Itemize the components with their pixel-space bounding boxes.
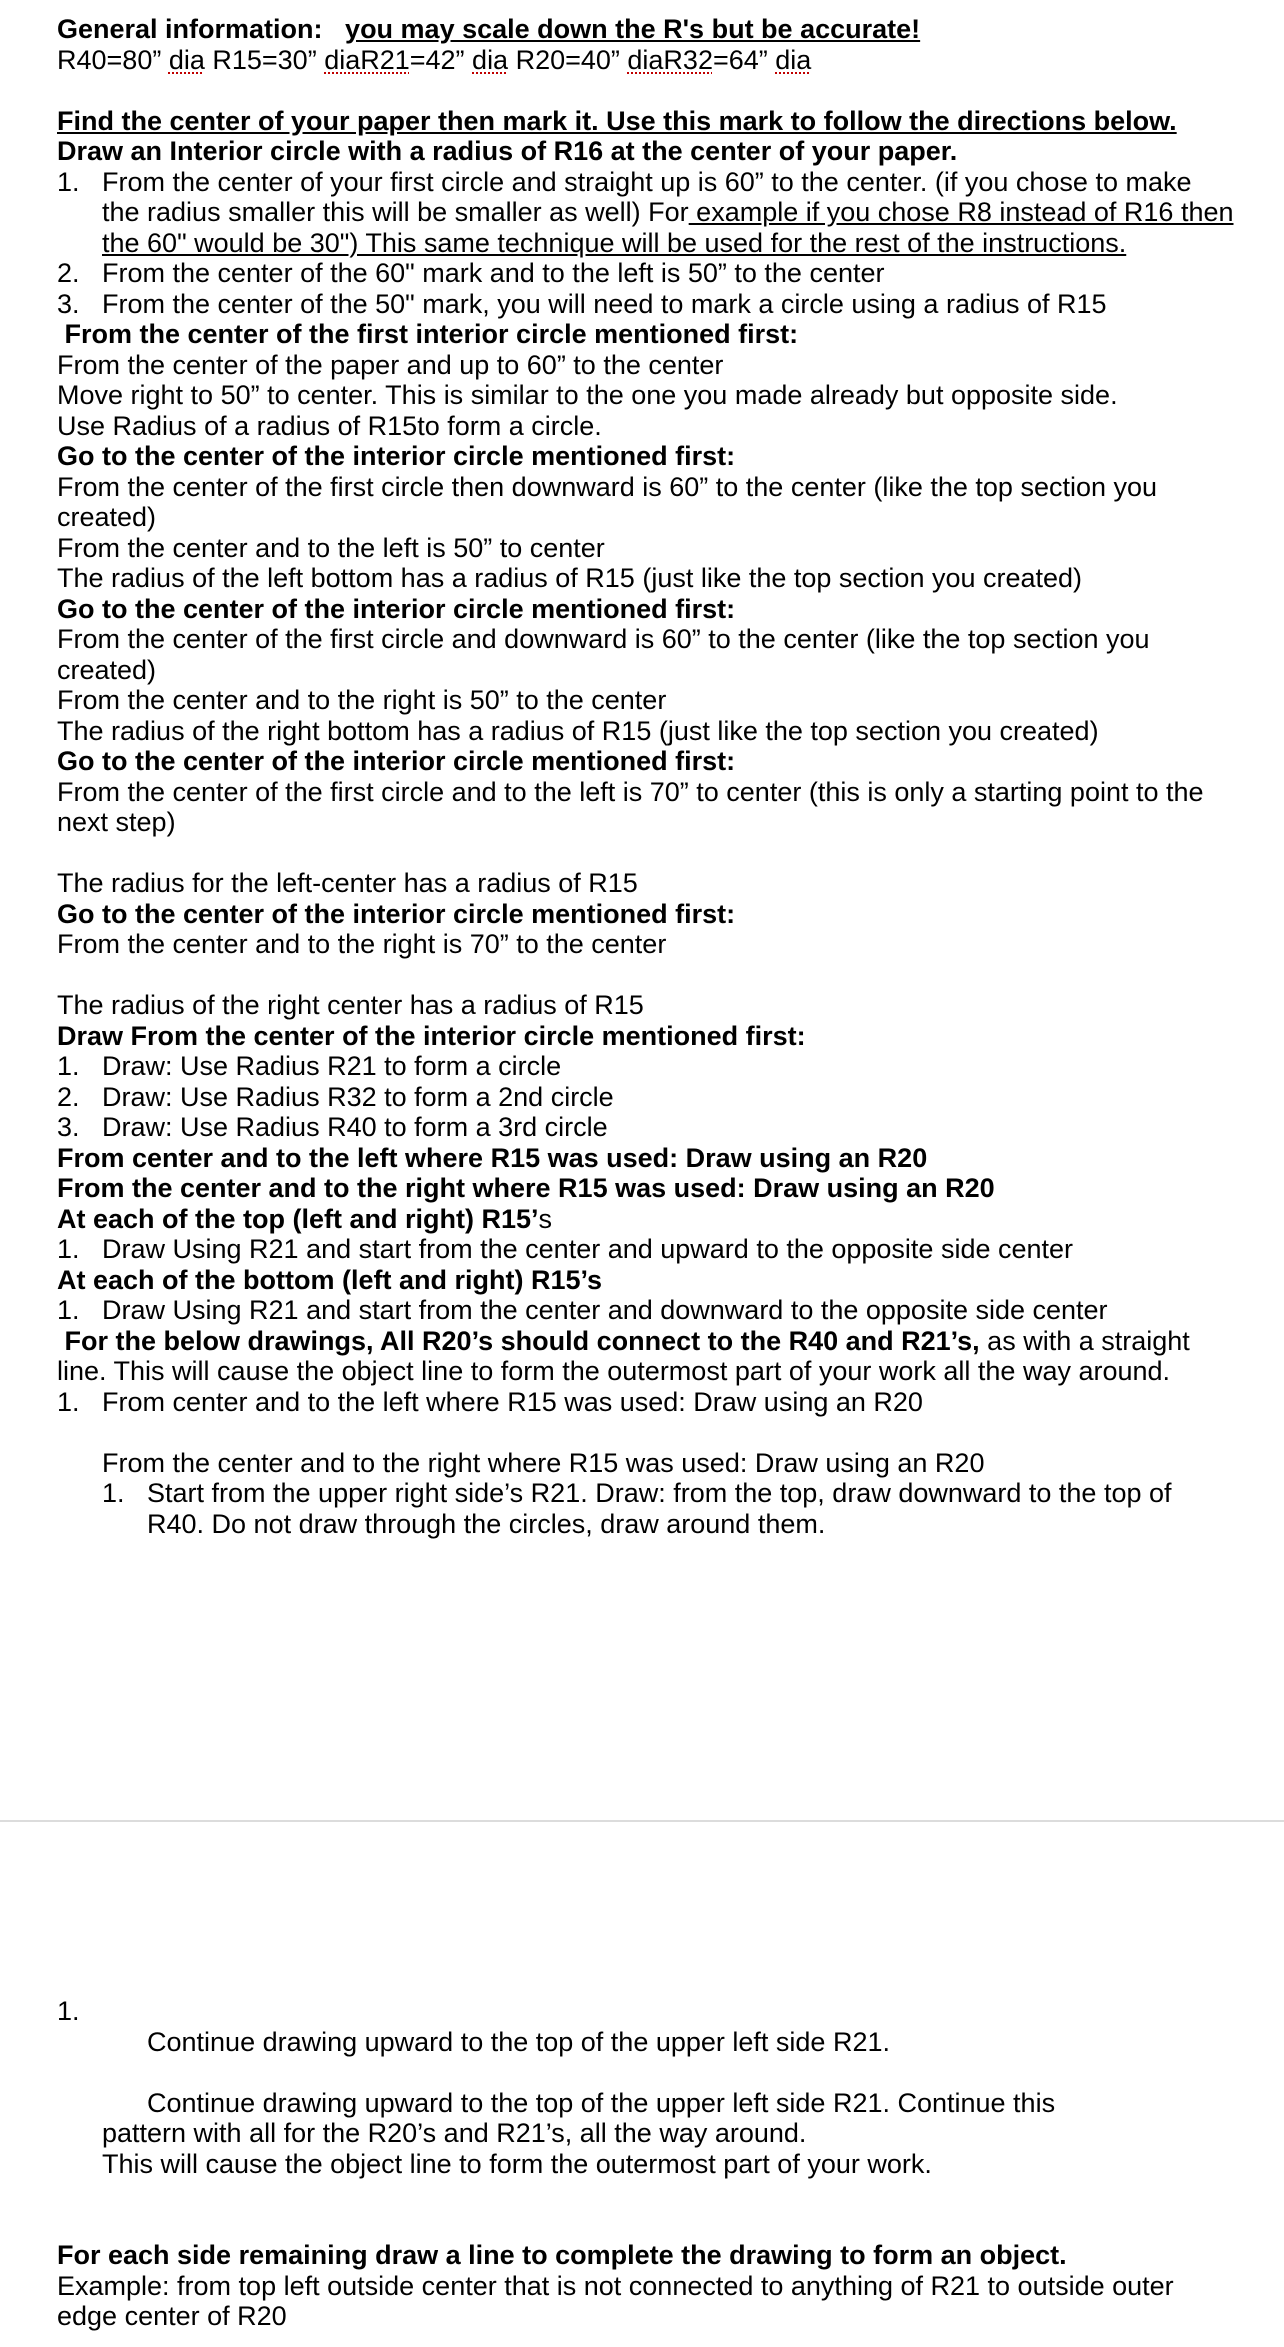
- spacer: [57, 838, 1234, 869]
- list-item: [57, 1051, 1234, 1082]
- section-heading: [57, 1265, 1234, 1296]
- list-number: 2.: [57, 1081, 80, 1112]
- list-number: 1.: [102, 1478, 125, 1508]
- heading-text: From the center and to the right where R15 was used: Draw using an R20: [57, 1173, 995, 1203]
- general-info-label: General information:: [57, 14, 323, 44]
- list-number: 2.: [57, 258, 80, 288]
- heading-text: Go to the center of the interior circle mentioned first:: [57, 898, 736, 929]
- list-item-text: Draw: Use Radius R21 to form a circle: [102, 1051, 562, 1081]
- list-item-text: Draw Using R21 and start from the center and upward to the opposite side center: [102, 1234, 1074, 1264]
- paragraph: From the center of the paper and up to 60” to the center: [57, 349, 724, 380]
- paragraph: The radius for the left-center has a radius of R15: [57, 868, 638, 898]
- heading-text: From the center of the first interior circle mentioned first:: [57, 319, 799, 349]
- list-item: [57, 1478, 1234, 1539]
- list-item-text: Draw: Use Radius R40 to form a 3rd circle: [102, 1112, 608, 1142]
- section-heading: [57, 746, 1234, 777]
- steps-list-4: [57, 1295, 1234, 1326]
- find-center-heading: [57, 106, 1234, 137]
- heading-text: Go to the center of the interior circle mentioned first:: [57, 593, 736, 624]
- section-heading: [57, 1204, 1234, 1235]
- section-heading: [57, 899, 1234, 930]
- list-item: [57, 1112, 1234, 1143]
- draw-interior-text: Draw an Interior circle with a radius of R16 at the center of your paper.: [57, 136, 958, 166]
- paragraph: From the center and to the right where R15 was used: Draw using an R20: [102, 1447, 985, 1478]
- spacer: [57, 2057, 1234, 2088]
- paragraph: From the center of the first circle and downward is 60” to the center (like the top section you created): [57, 624, 1150, 685]
- steps-list-6: [57, 1478, 1234, 1539]
- document-page-2: [0, 1823, 1284, 2347]
- heading-text: For each side remaining draw a line to complete the drawing to form an object.: [57, 2240, 1067, 2270]
- below-bold-text: For the below drawings, All R20’s should connect to the R40 and R21’s,: [57, 1325, 980, 1356]
- list-item-underlined-text: example if you chose R8 instead of R16 then the 60" would be 30") This same technique will be used for the rest of the instructions.: [102, 197, 1234, 258]
- list-item: [57, 167, 1234, 259]
- dim-dia-2: diaR21: [324, 44, 410, 75]
- spacer: [57, 2179, 1234, 2240]
- list-item: [57, 1295, 1234, 1326]
- steps-list-1: [57, 167, 1234, 320]
- list-number: 1.: [57, 1234, 80, 1264]
- paragraph: Example: from top left outside center that is not connected to anything of R21 to outside outer edge center of R20: [57, 2270, 1174, 2331]
- paragraph: From the center of the first circle then downward is 60” to the center (like the top section you created): [57, 471, 1158, 532]
- find-center-text: Find the center of your paper then mark it. Use this mark to follow the directions below.: [57, 105, 1177, 136]
- spacer: [57, 1417, 1234, 1448]
- list-item: [57, 258, 1234, 289]
- heading-text: From center and to the left where R15 was used: Draw using an R20: [57, 1142, 928, 1173]
- paragraph: The radius of the right center has a radius of R15: [57, 990, 644, 1020]
- page-separator: [0, 1820, 1284, 1822]
- steps-list-3: [57, 1234, 1234, 1265]
- list-item: [57, 1387, 1234, 1418]
- draw-interior-heading: [57, 136, 1234, 167]
- dim-dia-5: dia: [775, 44, 812, 75]
- paragraph: The radius of the left bottom has a radius of R15 (just like the top section you created): [57, 563, 1083, 593]
- list-number: 1.: [57, 1386, 80, 1417]
- paragraph: From the center of the first circle and to the left is 70” to center (this is only a starting point to the next step): [57, 776, 1204, 837]
- list-item: [57, 1234, 1234, 1265]
- paragraph: Continue drawing upward to the top of the upper left side R21. Continue this: [147, 2087, 1056, 2118]
- list-number: 1.: [57, 1051, 80, 1081]
- paragraph: Use Radius of a radius of R15to form a circle.: [57, 410, 602, 441]
- section-heading: [57, 2240, 1234, 2271]
- dim-dia-1: dia: [168, 44, 205, 75]
- list-number: 3.: [57, 1112, 80, 1142]
- dimensions-line: [57, 45, 1234, 76]
- paragraph: This will cause the object line to form the outermost part of your work.: [102, 2148, 932, 2179]
- spacer: [57, 1823, 1234, 1996]
- scale-note: you may scale down the R's but be accurate!: [345, 14, 921, 44]
- general-info-line: [57, 14, 1234, 45]
- list-number: 1.: [57, 1996, 80, 2026]
- dim-r20: R20=40”: [508, 44, 628, 75]
- page-2-content: [57, 1823, 1234, 2332]
- dim-r15: R15=30”: [204, 44, 325, 75]
- list-item-text: From center and to the left where R15 was used: Draw using an R20: [102, 1386, 923, 1417]
- paragraph: From the center and to the right is 50” to the center: [57, 685, 667, 715]
- list-item-text: From the center of your first circle and straight up is 60” to the center. (if you chose to make the radius smaller this will be smaller as well) For: [102, 166, 1192, 227]
- paragraph: pattern with all for the R20’s and R21’s, all the way around.: [102, 2118, 807, 2148]
- section-heading: [57, 1021, 1234, 1052]
- section-heading: [57, 441, 1234, 472]
- dim-r40: R40=80”: [57, 44, 169, 75]
- steps-list-2: [57, 1051, 1234, 1143]
- spacer: [57, 75, 1234, 106]
- list-number: 1.: [57, 166, 80, 197]
- paragraph: Continue drawing upward to the top of the upper left side R21.: [147, 2026, 890, 2057]
- list-number: 1.: [57, 1295, 80, 1325]
- steps-list-5: [57, 1387, 1234, 1418]
- page-1-content: [57, 14, 1234, 1539]
- paragraph: From the center and to the left is 50” to center: [57, 532, 605, 563]
- dim-dia-4: diaR32: [627, 44, 713, 75]
- spacer: [57, 960, 1234, 991]
- below-rest-text: as with a straight line. This will cause the object line to form the outermost part of your work all the way around.: [57, 1325, 1190, 1386]
- list-item: [57, 1082, 1234, 1113]
- section-heading: [57, 1173, 1234, 1204]
- paragraph: Move right to 50” to center. This is similar to the one you made already but opposite side.: [57, 380, 1118, 410]
- paragraph: From the center and to the right is 70” to the center: [57, 929, 667, 959]
- heading-suffix: s: [538, 1203, 553, 1234]
- list-item-text: From the center of the 60" mark and to the left is 50” to the center: [102, 258, 885, 288]
- heading-text: At each of the top (left and right) R15’: [57, 1203, 539, 1234]
- section-heading: [57, 1143, 1234, 1174]
- list-item-text: From the center of the 50" mark, you will need to mark a circle using a radius of R15: [102, 288, 1107, 319]
- list-item-text: Draw: Use Radius R32 to form a 2nd circle: [102, 1081, 614, 1112]
- section-heading: [57, 594, 1234, 625]
- list-item: [57, 289, 1234, 320]
- list-item-text: Start from the upper right side’s R21. Draw: from the top, draw downward to the top of R40. Do not draw through the circles, draw around them.: [147, 1478, 1172, 1539]
- paragraph: The radius of the right bottom has a radius of R15 (just like the top section you created): [57, 715, 1099, 746]
- dim-dia-3: dia: [472, 44, 509, 75]
- list-item-text: Draw Using R21 and start from the center and downward to the opposite side center: [102, 1295, 1108, 1325]
- below-drawings-paragraph: [57, 1326, 1234, 1387]
- section-heading: [57, 319, 1234, 350]
- dim-r32: =64”: [712, 44, 776, 75]
- dim-r21: =42”: [409, 44, 473, 75]
- heading-text: Go to the center of the interior circle mentioned first:: [57, 441, 736, 471]
- list-number: 3.: [57, 288, 80, 319]
- heading-text: At each of the bottom (left and right) R15’s: [57, 1264, 603, 1295]
- heading-text: Draw From the center of the interior circle mentioned first:: [57, 1020, 806, 1051]
- heading-text: Go to the center of the interior circle mentioned first:: [57, 746, 736, 776]
